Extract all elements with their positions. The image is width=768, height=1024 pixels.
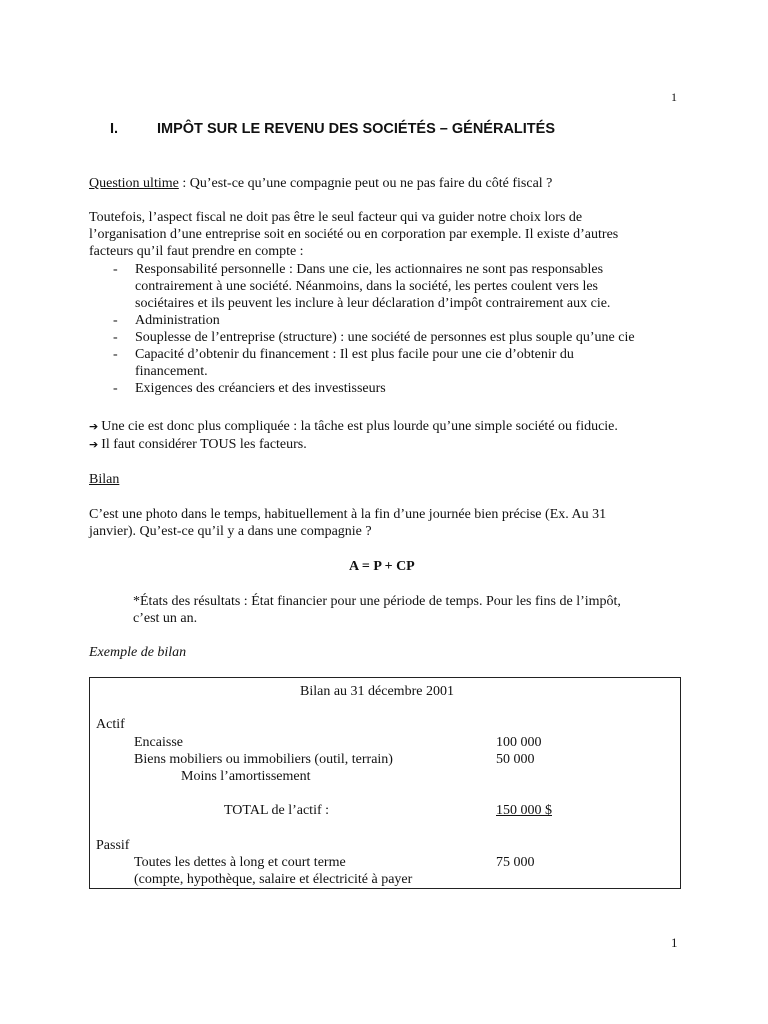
page-title: IMPÔT SUR LE REVENU DES SOCIÉTÉS – GÉNÉRALITÉS — [157, 121, 556, 137]
note-line-2: c’est un an. — [133, 611, 198, 626]
encaisse-label: Encaisse — [134, 735, 183, 750]
intro-line-1: Toutefois, l’aspect fiscal ne doit pas être le seul facteur qui va guider notre choix lors de — [89, 210, 583, 225]
amortissement-label: Moins l’amortissement — [181, 769, 311, 784]
dettes-label: Toutes les dettes à long et court terme — [134, 855, 346, 870]
list-item: - Souplesse de l’entreprise (structure) : une société de personnes est plus souple qu’une cie — [113, 330, 635, 345]
passif-label: Passif — [96, 838, 130, 853]
arrow-right-icon: ➔ — [89, 420, 99, 433]
biens-label: Biens mobiliers ou immobiliers (outil, terrain) — [134, 752, 393, 767]
bilan-line-1: C’est une photo dans le temps, habituellement à la fin d’une journée bien précise (Ex. Au 31 — [89, 507, 607, 522]
conclusion-1: ➔ Une cie est donc plus compliquée : la tâche est plus lourde qu’une simple société ou fiducie. — [89, 419, 618, 434]
note-line-1: *États des résultats : État financier pour une période de temps. Pour les fins de l’impôt, — [133, 594, 621, 609]
intro-line-3: facteurs qu’il faut prendre en compte : — [89, 244, 304, 259]
heading-numeral: I. — [110, 121, 119, 137]
intro-line-2: l’organisation d’une entreprise soit en société ou en corporation par exemple. Il existe d’autres — [89, 227, 619, 242]
equation: A = P + CP — [349, 559, 415, 574]
biens-value: 50 000 — [496, 752, 535, 767]
question-text: : Qu’est-ce qu’une compagnie peut ou ne pas faire du côté fiscal ? — [178, 176, 553, 191]
question-label: Question ultime — [89, 176, 179, 191]
encaisse-value: 100 000 — [496, 735, 542, 750]
actif-label: Actif — [96, 717, 125, 732]
balance-sheet-table — [89, 677, 681, 889]
bilan-heading: Bilan — [89, 472, 120, 487]
list-item: - Responsabilité personnelle : Dans une cie, les actionnaires ne sont pas responsables contrairement à une société. Néanmoins, dans la société, les pertes coulent vers les sociétaires et ils peuvent les inclure à leur déclaration d’impôt contrairement aux cie. — [113, 262, 611, 311]
balance-sheet-title: Bilan au 31 décembre 2001 — [300, 684, 454, 699]
dettes-detail: (compte, hypothèque, salaire et électricité à payer — [134, 872, 413, 887]
total-label: TOTAL de l’actif : — [224, 803, 330, 818]
page-number-top: 1 — [671, 90, 677, 104]
bilan-line-2: janvier). Qu’est-ce qu’il y a dans une compagnie ? — [89, 524, 372, 539]
total-value: 150 000 $ — [496, 803, 552, 818]
list-item: - Administration — [113, 313, 220, 328]
conclusion-2: ➔ Il faut considérer TOUS les facteurs. — [89, 437, 307, 452]
question-line — [89, 175, 552, 192]
list-item: - Exigences des créanciers et des investisseurs — [113, 381, 386, 396]
dettes-value: 75 000 — [496, 855, 535, 870]
example-label: Exemple de bilan — [89, 645, 187, 660]
arrow-right-icon: ➔ — [89, 438, 99, 451]
page-number-bottom: 1 — [671, 935, 678, 950]
factor-list — [110, 261, 635, 397]
list-item: - Capacité d’obtenir du financement : Il est plus facile pour une cie d’obtenir du financement. — [113, 347, 574, 379]
